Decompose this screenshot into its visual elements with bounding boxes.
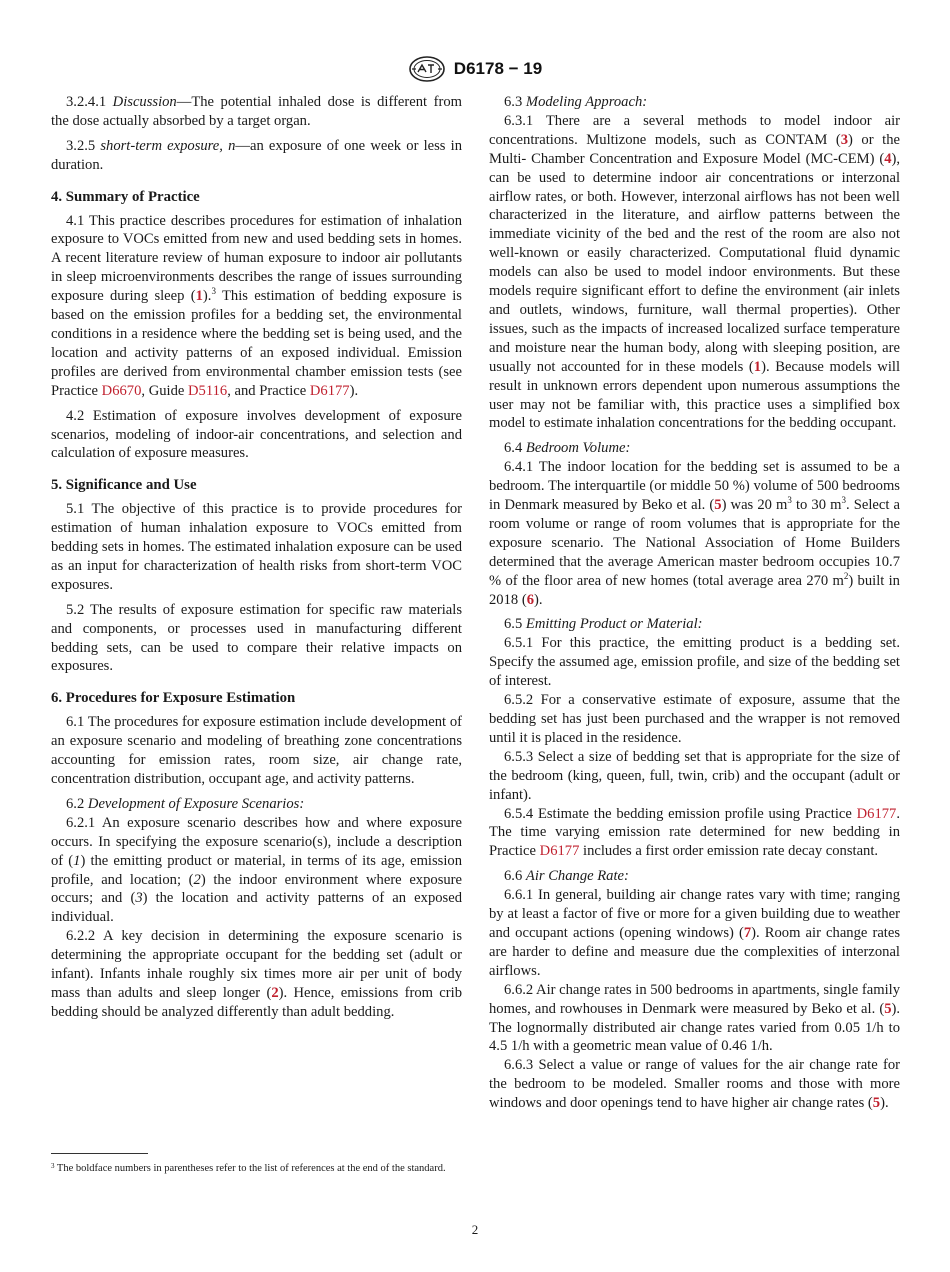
standard-link-d6177[interactable]: D6177 bbox=[309, 382, 350, 399]
paragraph-4-1: 4.1 This practice describes procedures for estimation of inhalation exposure to VOCs emitted from new and used bedding sets in homes. A recent literature review of human exposure to indoor air pollutants in sleep microenvironments describes the range of issues surrounding exposure during sleep (1).$^3$ This estimation of bedding exposure is based on the emission profiles for a bedding set, the environmental conditions in a residence where the bedding set is being used, and the location and activity patterns of an exposed individual. Emission profiles are derived from environmental chamber emission tests (see Practice D6670, Guide D5116, and Practice D6177). bbox=[51, 212, 462, 399]
paragraph-6-4: 6.4 Bedroom Volume: bbox=[504, 440, 631, 457]
paragraph-6-3-1: 6.3.1 There are a several methods to model indoor air concentrations. Multizone models, such as CONTAM (3) or the Multi- Chamber Concentration and Exposure Model (MC-CEM) (4), can be used to determine indoor air concentrations or interzonal airflow rates, or both. However, interzonal airflows has not been well characterized in the literature, and airflow patterns between the immediate vicinity of the bed and the rest of the room are also not well-known or easily characterized. Computational fluid dynamic models can also be used to model indoor environments. But these models require significant effort to define the environment (air inlets and outlets, windows, furniture, wall thermal properties). Other issues, such as the impacts of increased localized surface temperature and moisture near the human body, along with sleeping position, are usually not accounted for in these models (1). Because models will result in unknown errors dependent upon numerous assumptions the user may not be familiar with, this practice uses a simplified box model to estimate inhalation concentrations for the bedding occupant. bbox=[489, 112, 900, 432]
paragraph-6-5: 6.5 Emitting Product or Material: bbox=[504, 616, 703, 633]
paragraph-6-6-3: 6.6.3 Select a value or range of values for the air change rate for the bedroom to be modeled. Smaller rooms and those with more windows and door openings tend to have higher air change rates (5). bbox=[489, 1057, 900, 1112]
reference-link[interactable]: 7 bbox=[743, 924, 752, 941]
standard-link-d6177[interactable]: D6177 bbox=[539, 843, 580, 860]
footnote: $^3$ The boldface numbers in parentheses refer to the list of references at the end of the standard. bbox=[51, 1162, 446, 1174]
paragraph-6-1: 6.1 The procedures for exposure estimation include development of an exposure scenario and modeling of breathing zone concentrations accounting for emission rates, room size, air change rate, concentration distribution, occupant age, and activity patterns. bbox=[51, 714, 462, 787]
paragraph-6-6: 6.6 Air Change Rate: bbox=[504, 868, 629, 885]
section-heading-5: 5. Significance and Use bbox=[51, 477, 197, 494]
reference-link[interactable]: 5 bbox=[872, 1095, 881, 1112]
paragraph-6-5-1: 6.5.1 For this practice, the emitting product is a bedding set. Specify the assumed age, emission profile, and size of the bedding set of interest. bbox=[489, 635, 900, 690]
paragraph-6-5-4: 6.5.4 Estimate the bedding emission profile using Practice D6177. The time varying emission rate determined for new bedding in Practice D6177 includes a first order emission rate decay constant. bbox=[489, 805, 900, 860]
paragraph-6-2-1: 6.2.1 An exposure scenario describes how and where exposure occurs. In specifying the exposure scenario(s), include a description of (1) the emitting product or material, in terms of its age, emission profile, and location; (2) the indoor environment where exposure occurs; and (3) the location and activity patterns of an exposed individual. bbox=[51, 814, 463, 926]
paragraph-6-5-2: 6.5.2 For a conservative estimate of exposure, assume that the bedding set has just been purchased and the wrapper is not removed until it is placed in the residence. bbox=[489, 692, 900, 746]
reference-link[interactable]: 5 bbox=[884, 1000, 892, 1017]
reference-link[interactable]: 1 bbox=[753, 358, 762, 375]
page-number: 2 bbox=[471, 1222, 479, 1237]
left-column bbox=[51, 93, 462, 1022]
reference-link[interactable]: 4 bbox=[884, 150, 892, 167]
paragraph-5-1: 5.1 The objective of this practice is to provide procedures for estimation of human inhalation exposure to VOCs emitted from bedding sets in homes. The estimated inhalation exposure can be used as an input for characterization of health risks from short-term VOC exposures. bbox=[51, 501, 462, 593]
page-header bbox=[0, 56, 950, 84]
paragraph-6-2: 6.2 Development of Exposure Scenarios: bbox=[66, 795, 305, 812]
paragraph-6-5-3: 6.5.3 Select a size of bedding set that is appropriate for the size of the bedroom (king, queen, full, twin, crib) and the occupant (adult or infant). bbox=[489, 748, 900, 803]
paragraph-6-4-1: 6.4.1 The indoor location for the bedding set is assumed to be a bedroom. The interquartile (or middle 50 %) volume of 500 bedrooms in Denmark measured by Beko et al. (5) was 20 $m^3$ to 30 $m^3$. Select a room volume or range of room volumes that is appropriate for the exposure scenario. The National Association of Home Builders determined that the average American master bedroom occupies 10.7 % of the floor area of new homes (total average area 270 $m^2$) built in 2018 (6). bbox=[489, 459, 900, 608]
paragraph-5-2: 5.2 The results of exposure estimation for specific raw materials and components, or processes used in manufacturing different bedding sets, can be used to compare their relative impacts on exposures. bbox=[51, 601, 462, 675]
reference-link[interactable]: 2 bbox=[271, 984, 279, 1001]
astm-logo-icon bbox=[408, 56, 446, 82]
paragraph-6-2-2: 6.2.2 A key decision in determining the exposure scenario is determining the appropriate occupant for the bedding set (adult or infant). Infants inhale roughly six times more air per unit of body mass than adults and sleep longer (2). Hence, emissions from crib bedding should be analyzed differently than adult bedding. bbox=[51, 928, 462, 1020]
standard-link-d5116[interactable]: D5116 bbox=[188, 382, 228, 399]
section-heading-6: 6. Procedures for Exposure Estimation bbox=[51, 690, 296, 707]
reference-link[interactable]: 5 bbox=[714, 497, 722, 514]
standard-designation: D6178 − 19 bbox=[453, 59, 543, 78]
reference-link[interactable]: 3 bbox=[840, 131, 849, 148]
paragraph-3-2-4-1: 3.2.4.1 Discussion—The potential inhaled dose is different from the dose actually absorbed by a target organ. bbox=[51, 94, 462, 129]
reference-link[interactable]: 1 bbox=[195, 288, 203, 305]
right-column bbox=[489, 93, 900, 1113]
paragraph-6-6-2: 6.6.2 Air change rates in 500 bedrooms in apartments, single family homes, and rowhouses in Denmark were measured by Beko et al. (5). The lognormally distributed air change rates varied from 0.05 1/h to 4.5 1/h with a geometric mean value of 0.46 1/h. bbox=[489, 981, 900, 1055]
footnote-divider bbox=[51, 1153, 148, 1154]
section-heading-4: 4. Summary of Practice bbox=[51, 188, 200, 205]
standard-link-d6670[interactable]: D6670 bbox=[101, 382, 142, 399]
paragraph-3-2-5: 3.2.5 short-term exposure, n—an exposure of one week or less in duration. bbox=[51, 137, 462, 173]
paragraph-6-6-1: 6.6.1 In general, building air change rates vary with time; ranging by at least a factor of five or more for a given building due to weather and occupant actions (opening windows) (7). Room air change rates are harder to define and measure due the complexities of interzonal airflows. bbox=[489, 887, 901, 979]
standard-link-d6177[interactable]: D6177 bbox=[856, 805, 897, 822]
reference-link[interactable]: 6 bbox=[526, 591, 534, 608]
footnote-marker[interactable]: 3 bbox=[211, 286, 216, 297]
paragraph-6-3: 6.3 Modeling Approach: bbox=[504, 94, 648, 110]
paragraph-4-2: 4.2 Estimation of exposure involves development of exposure scenarios, modeling of indoor-air concentrations, and selection and calculation of exposure measures. bbox=[51, 407, 462, 462]
